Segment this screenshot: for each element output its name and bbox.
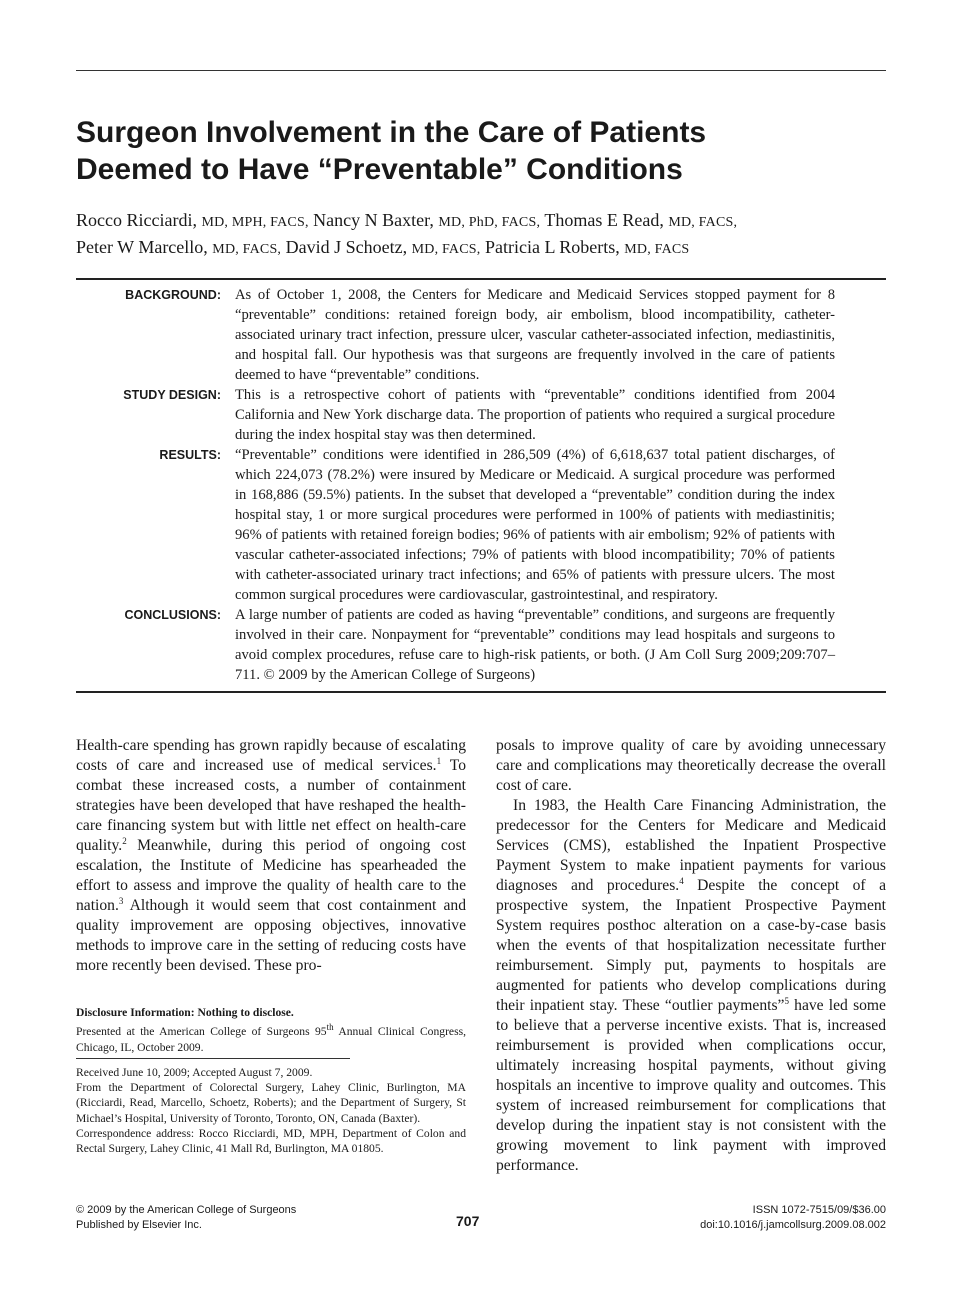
article-notes [76, 1005, 466, 1157]
abstract-section-results [76, 445, 886, 605]
title-line-2: Deemed to Have “Preventable” Conditions [76, 153, 683, 186]
author-degrees: MD, FACS [624, 242, 690, 257]
body-paragraph [496, 796, 886, 1176]
page-number: 707 [456, 1213, 480, 1229]
body-column-left [76, 736, 466, 976]
reference-marker[interactable]: 4 [679, 875, 684, 886]
reference-marker[interactable]: 1 [436, 755, 442, 766]
body-text: Although it would seem that cost containment and quality improvement are opposing objectives, innovative methods to improve care in the setting of reducing costs have more recently been devised. These pro- [76, 897, 466, 974]
page-footer [76, 1203, 886, 1239]
received-note: Received June 10, 2009; Accepted August 7, 2009. [76, 1065, 313, 1079]
author-degrees: MD, FACS, [668, 215, 738, 230]
ordinal-suffix: th [326, 1022, 334, 1033]
abstract-label: RESULTS: [159, 448, 221, 462]
abstract-section-background [76, 285, 886, 385]
footer-left [76, 1203, 296, 1233]
doi-link[interactable]: doi:10.1016/j.jamcollsurg.2009.08.002 [700, 1219, 886, 1231]
author-list [76, 208, 886, 262]
notes-divider [76, 1058, 350, 1059]
body-column-right [496, 736, 886, 1176]
copyright-text: © 2009 by the American College of Surgeons [76, 1204, 297, 1216]
body-text: Meanwhile, during this period of ongoing cost escalation, the Institute of Medicine has spearheaded the effort to assess and improve the quality of health care to the nation. [76, 837, 466, 914]
abstract-label: STUDY DESIGN: [123, 388, 221, 402]
top-rule [76, 70, 886, 71]
reference-marker[interactable]: 3 [118, 895, 124, 906]
author-name: David J Schoetz, [285, 237, 408, 257]
publisher-text: Published by Elsevier Inc. [76, 1219, 202, 1231]
affiliation-note: From the Department of Colorectal Surgery, Lahey Clinic, Burlington, MA (Ricciardi, Read, Marcello, Schoetz, Roberts); and the Department of Surgery, St Michael’s Hospital, University of Toronto, Toronto, ON, Canada (Baxter). [76, 1081, 466, 1125]
title-line-1: Surgeon Involvement in the Care of Patients [76, 116, 707, 149]
body-text: In 1983, the Health Care Financing Administration, the predecessor for the Centers for Medicare and Medicaid Services (CMS), established the Inpatient Prospective Payment System to make inpatient payments for various diagnoses and procedures. [496, 797, 886, 894]
issn-text: ISSN 1072-7515/09/$36.00 [752, 1204, 886, 1216]
footer-right [700, 1203, 886, 1233]
author-name: Rocco Ricciardi, [76, 210, 197, 230]
body-paragraph: posals to improve quality of care by avoiding unnecessary care and complications may theoretically decrease the overall cost of care. [496, 737, 886, 794]
body-text: have led some to believe that a perverse incentive exists. That is, increased reimbursement is provided when complications occur, ultimately increasing hospital payments, without giving hospitals an incentive to improve quality and outcomes. This system of increased reimbursement for complications that develop during the inpatient stay is not consistent with the growing movement to link payment with improved performance. [496, 997, 886, 1174]
body-text: Health-care spending has grown rapidly because of escalating costs of care and increased use of medical services. [76, 737, 466, 774]
abstract-section-study-design [76, 385, 886, 445]
note-text: Annual Clinical Congress, Chicago, IL, October 2009. [76, 1025, 466, 1054]
author-name: Peter W Marcello, [76, 237, 208, 257]
structured-abstract [76, 278, 886, 693]
abstract-text: This is a retrospective cohort of patients with “preventable” conditions identified from 2004 California and New York discharge data. The proportion of patients who required a surgical procedure during the index hospital stay was then determined. [235, 387, 835, 443]
author-degrees: MD, PhD, FACS, [438, 215, 541, 230]
abstract-text: As of October 1, 2008, the Centers for Medicare and Medicaid Services stopped payment for 8 “preventable” conditions: retained foreign body, air embolism, blood incompatibility, catheter-associated urinary tract infection, pressure ulcer, vascular catheter-associated infection, mediastinitis, and hospital fall. Our hypothesis was that surgeons are frequently involved in the care of patients deemed to have “preventable” conditions. [235, 287, 835, 383]
article-page [76, 0, 886, 1290]
body-paragraph [76, 736, 466, 976]
note-text: Presented at the American College of Surgeons 95 [76, 1025, 327, 1039]
author-name: Thomas E Read, [544, 210, 664, 230]
body-text: To combat these increased costs, a number of containment strategies have been developed that have reshaped the health-care financing system but with little net effect on health-care quality. [76, 757, 466, 854]
disclosure-note: Disclosure Information: Nothing to disclose. [76, 1006, 294, 1019]
author-degrees: MD, FACS, [212, 242, 282, 257]
article-title [76, 114, 886, 188]
author-degrees: MD, FACS, [411, 242, 481, 257]
abstract-text: “Preventable” conditions were identified in 286,509 (4%) of 6,618,637 total patient discharges, of which 224,073 (78.2%) were insured by Medicare or Medicaid. A surgical procedure was performed in 168,886 (59.5%) patients. In the subset that developed a “preventable” condition during the index hospital stay, 1 or more surgical procedures were performed in 100% of patients with mediastinitis; 96% of patients with retained foreign bodies; 96% of patients with air embolism; 92% of patients with vascular catheter-associated infections; 79% of patients with blood incompatibility; 70% of patients with catheter-associated urinary tract infections; and 65% of patients with pressure ulcers. The most common surgical procedures were cardiovascular, gastrointestinal, and respiratory. [235, 447, 835, 603]
abstract-label: CONCLUSIONS: [124, 608, 221, 622]
author-name: Nancy N Baxter, [313, 210, 434, 230]
reference-marker[interactable]: 5 [784, 995, 789, 1006]
abstract-label: BACKGROUND: [125, 288, 221, 302]
reference-marker[interactable]: 2 [122, 835, 127, 846]
abstract-text: A large number of patients are coded as having “preventable” conditions, and surgeons are frequently involved in their care. Nonpayment for “preventable” conditions may lead hospitals and surgeons to avoid complex procedures, refuse care to high-risk patients, or both. (J Am Coll Surg 2009;209:707–711. © 2009 by the American College of Surgeons) [235, 607, 835, 683]
body-text: Despite the concept of a prospective system, the Inpatient Prospective Payment System requires posthoc alteration on a case-by-case basis when the events of that hospitalization necessitate further reimbursement. Simply put, payments to hospitals are augmented for patients who develop complications during their inpatient stay. These “outlier payments” [496, 877, 886, 1014]
presented-note [76, 1024, 466, 1055]
abstract-section-conclusions [76, 605, 886, 685]
author-degrees: MD, MPH, FACS, [201, 215, 309, 230]
author-name: Patricia L Roberts, [484, 237, 620, 257]
correspondence-note: Correspondence address: Rocco Ricciardi, MD, MPH, Department of Colon and Rectal Surgery, Lahey Clinic, 41 Mall Rd, Burlington, MA 01805. [76, 1127, 466, 1156]
